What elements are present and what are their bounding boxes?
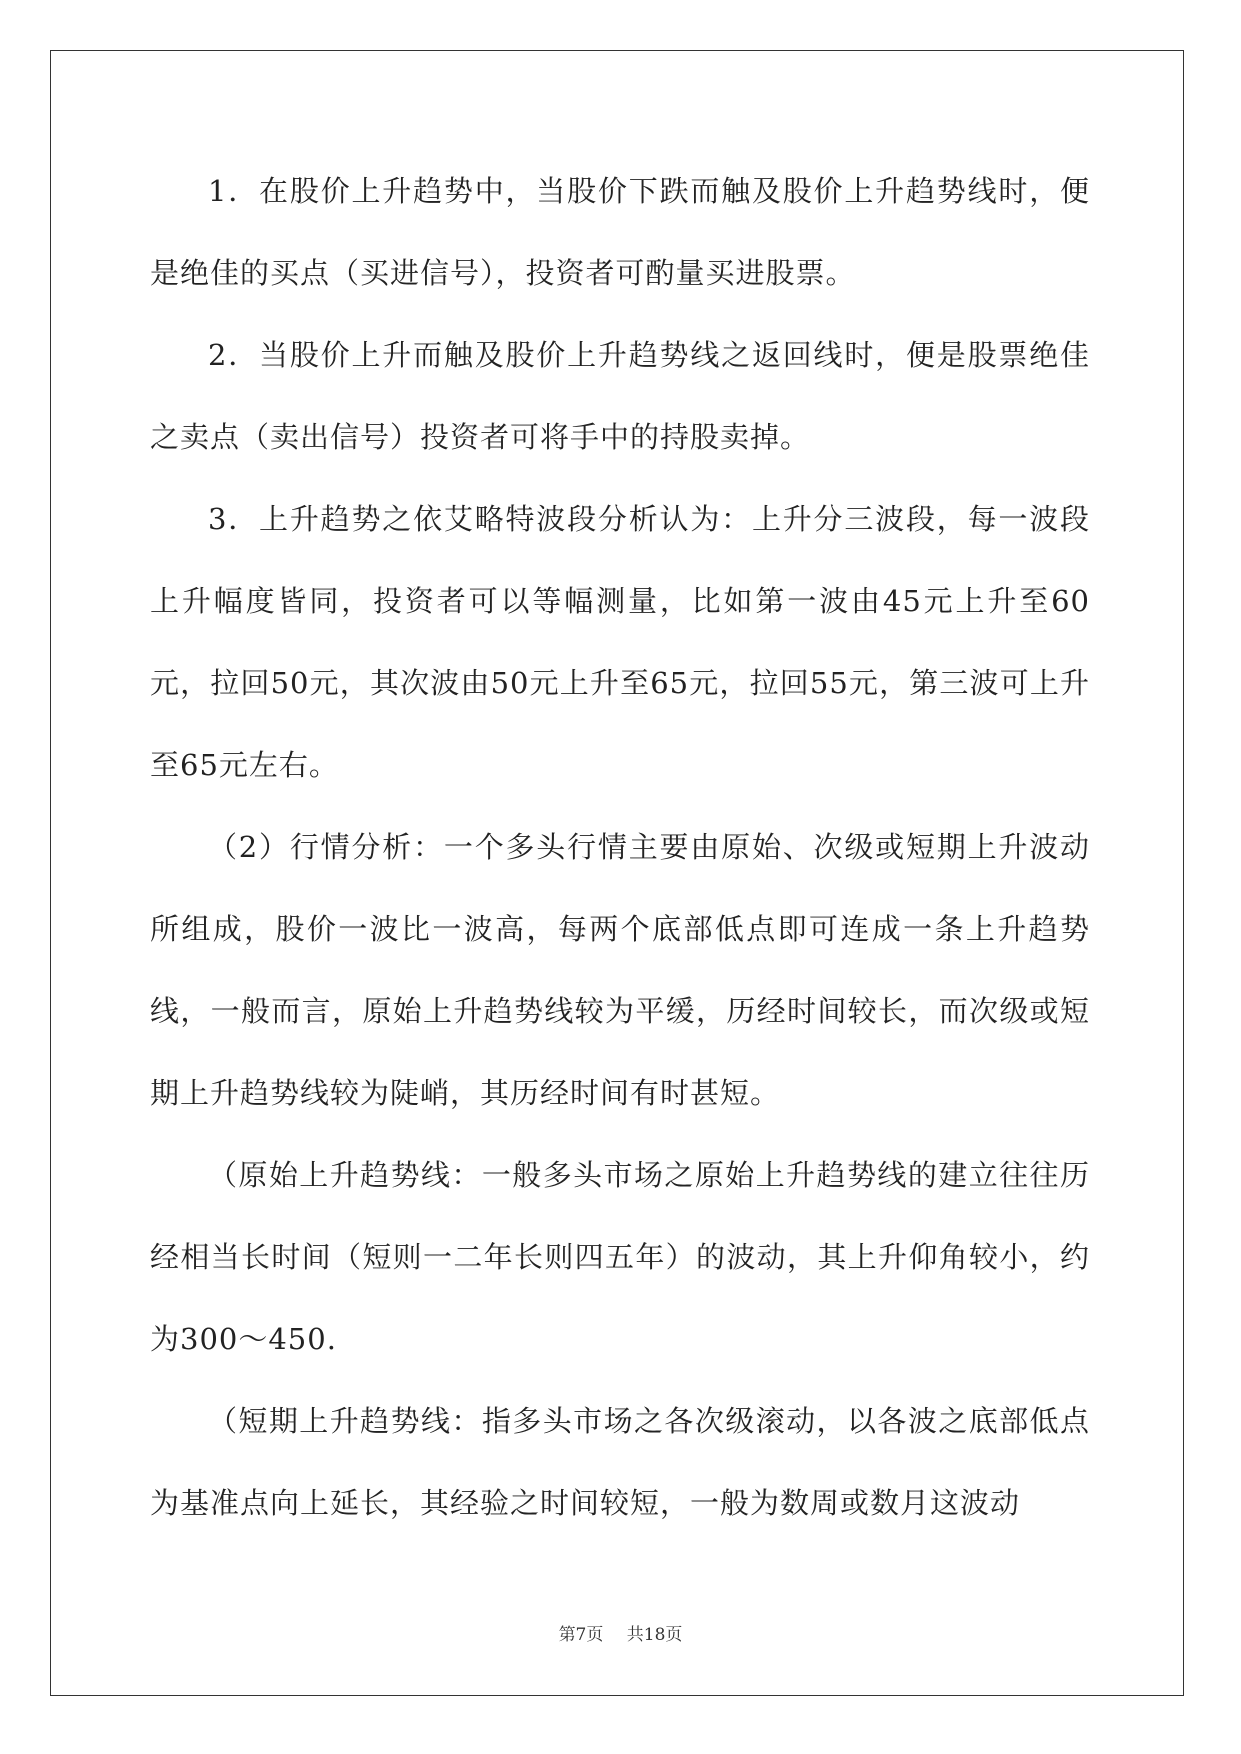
paragraph-2: 2．当股价上升而触及股价上升趋势线之返回线时，便是股票绝佳之卖点（卖出信号）投资者可将手中的持股卖掉。 [150, 338, 1090, 454]
page-number: 第7页 [558, 1625, 604, 1645]
paragraph-6: （短期上升趋势线：指多头市场之各次级滚动，以各波之底部低点为基准点向上延长，其经验之时间较短，一般为数周或数月这波动 [150, 1404, 1090, 1520]
paragraph-4: （2）行情分析：一个多头行情主要由原始、次级或短期上升波动所组成，股价一波比一波高，每两个底部低点即可连成一条上升趋势线，一般而言，原始上升趋势线较为平缓，历经时间较长，而次级或短期上升趋势线较为陡峭，其历经时间有时甚短。 [150, 830, 1090, 1110]
page-total: 共18页 [626, 1625, 683, 1645]
document-body [150, 150, 1090, 1544]
page-footer [0, 1620, 1241, 1645]
paragraph-1: 1．在股价上升趋势中，当股价下跌而触及股价上升趋势线时，便是绝佳的买点（买进信号），投资者可酌量买进股票。 [150, 174, 1090, 290]
paragraph-5: （原始上升趋势线：一般多头市场之原始上升趋势线的建立往往历经相当长时间（短则一二年长则四五年）的波动，其上升仰角较小，约为300～450. [150, 1158, 1090, 1356]
paragraph-3: 3．上升趋势之依艾略特波段分析认为：上升分三波段，每一波段上升幅度皆同，投资者可以等幅测量，比如第一波由45元上升至60元，拉回50元，其次波由50元上升至65元，拉回55元，第三波可上升至65元左右。 [150, 502, 1090, 782]
